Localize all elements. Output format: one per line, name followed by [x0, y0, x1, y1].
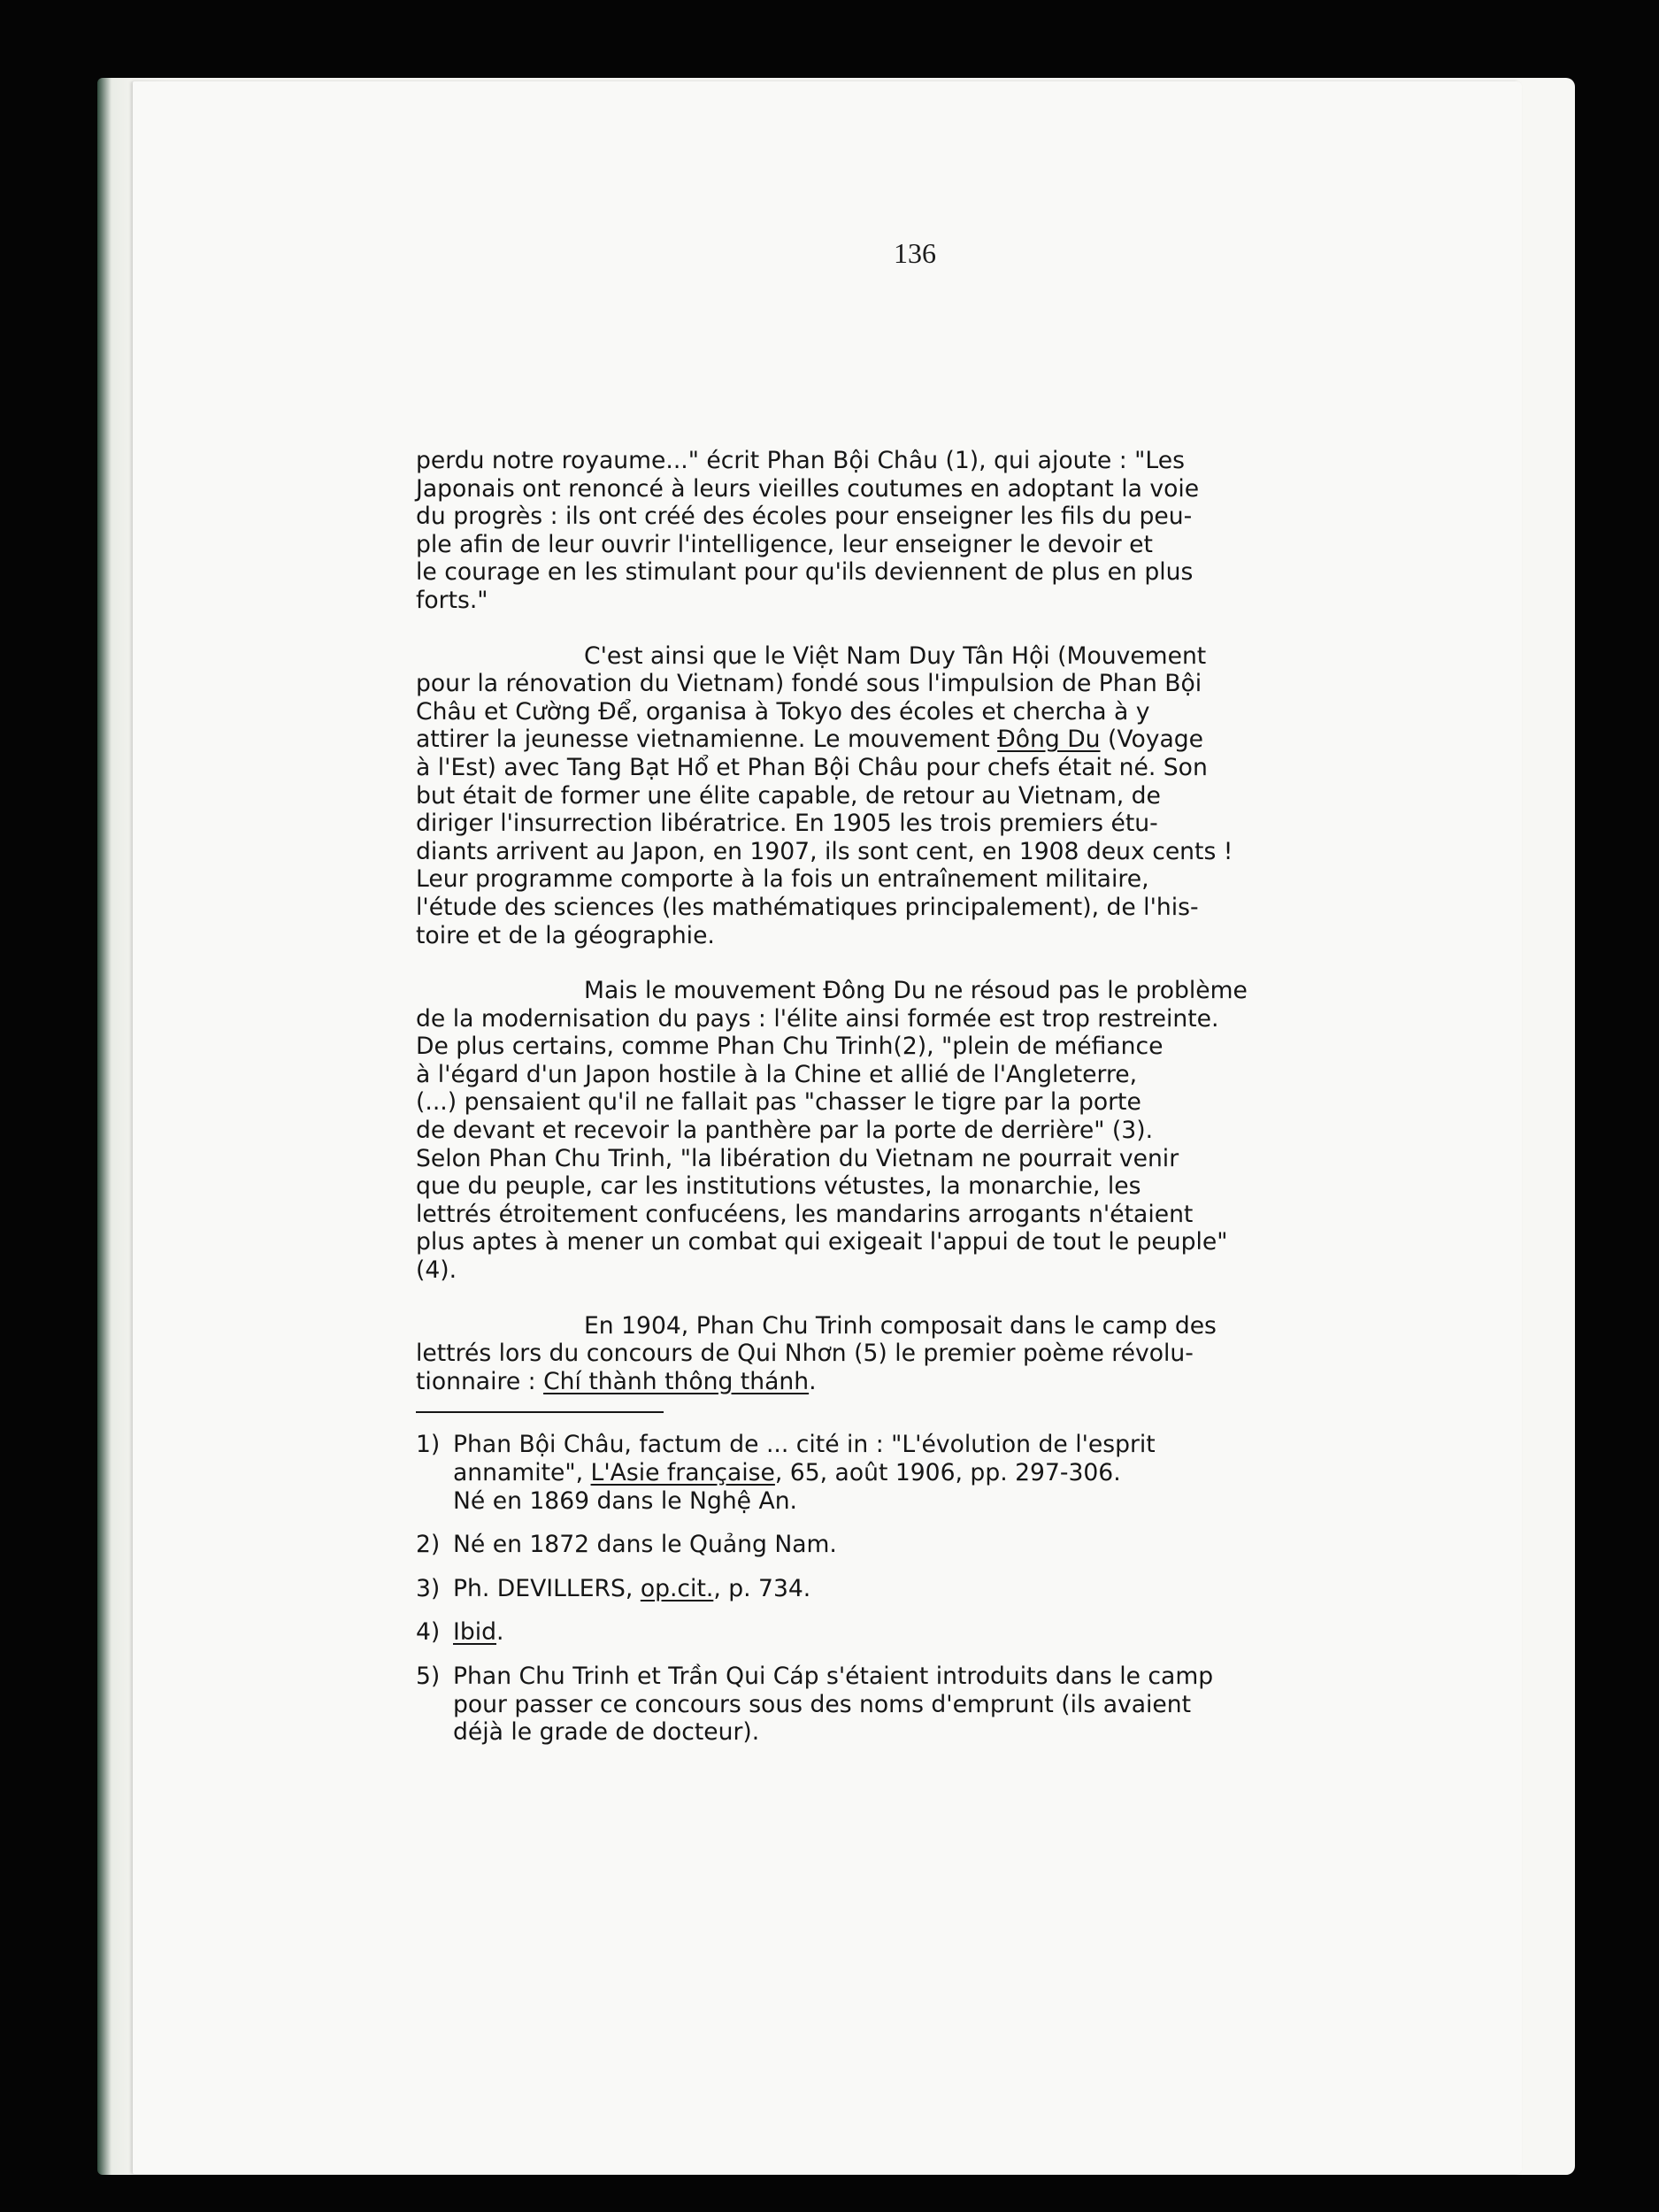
- text-line: de devant et recevoir la panthère par la porte de derrière" (3).: [416, 1117, 1154, 1145]
- paragraph-3: [416, 977, 1460, 1285]
- text-line: Leur programme comporte à la fois un entraînement militaire,: [416, 865, 1149, 894]
- text-line: que du peuple, car les institutions vétustes, la monarchie, les: [416, 1172, 1141, 1201]
- footnote-number: 5): [416, 1662, 441, 1690]
- text-line: plus aptes à mener un combat qui exigeait l'appui de tout le peuple": [416, 1228, 1228, 1256]
- text-line: de la modernisation du pays : l'élite ainsi formée est trop restreinte.: [416, 1004, 1219, 1033]
- footnote-line: annamite", L'Asie française, 65, août 1906, pp. 297-306.: [453, 1459, 1121, 1486]
- footnote-number: 3): [416, 1574, 441, 1602]
- footnote-line: Ibid.: [453, 1618, 504, 1647]
- text-line: attirer la jeunesse vietnamienne. Le mouvement Đông Du (Voyage: [416, 726, 1204, 754]
- footnote-2: [416, 1531, 1460, 1559]
- page-body: [416, 447, 1460, 1763]
- text-line: l'étude des sciences (les mathématiques principalement), de l'his-: [416, 893, 1199, 921]
- underlined-term: Đông Du: [997, 726, 1101, 754]
- text-line: forts.": [416, 586, 488, 614]
- text-line: tionnaire : Chí thành thông thánh.: [416, 1367, 817, 1395]
- text-line: Japonais ont renoncé à leurs vieilles coutumes en adoptant la voie: [416, 474, 1200, 503]
- citation-abbrev: op.cit.: [640, 1574, 714, 1602]
- footnote-4: [416, 1618, 1460, 1647]
- paragraph-1: [416, 447, 1460, 615]
- footnote-line: Ph. DEVILLERS, op.cit., p. 734.: [453, 1574, 811, 1602]
- footnote-line: déjà le grade de docteur).: [453, 1718, 760, 1747]
- footnote-line: Phan Bội Châu, factum de ... cité in : "L'évolution de l'esprit: [453, 1431, 1156, 1459]
- footnote-5: [416, 1663, 1460, 1747]
- text-line: du progrès : ils ont créé des écoles pour enseigner les fils du peu-: [416, 503, 1193, 531]
- poem-title: Chí thành thông thánh: [543, 1367, 810, 1395]
- page-number: 136: [894, 237, 936, 269]
- footnote-line: Né en 1869 dans le Nghệ An.: [453, 1486, 797, 1515]
- text-line: Châu et Cường Để, organisa à Tokyo des écoles et chercha à y: [416, 697, 1150, 726]
- text-line: De plus certains, comme Phan Chu Trinh(2), "plein de méfiance: [416, 1033, 1164, 1061]
- footnote-line: Phan Chu Trinh et Trần Qui Cáp s'étaient introduits dans le camp: [453, 1662, 1214, 1690]
- footnote-line: pour passer ce concours sous des noms d'emprunt (ils avaient: [453, 1690, 1192, 1718]
- text-line: le courage en les stimulant pour qu'ils deviennent de plus en plus: [416, 558, 1194, 587]
- footnote-separator: [416, 1411, 664, 1413]
- text-line: Mais le mouvement Đông Du ne résoud pas le problème: [584, 977, 1248, 1005]
- footnote-line: Né en 1872 dans le Quảng Nam.: [453, 1531, 837, 1559]
- text-line: but était de former une élite capable, de retour au Vietnam, de: [416, 781, 1161, 810]
- text-line: C'est ainsi que le Việt Nam Duy Tân Hội (Mouvement: [584, 641, 1207, 670]
- text-line: lettrés lors du concours de Qui Nhơn (5) le premier poème révolu-: [416, 1340, 1194, 1368]
- text-line: lettrés étroitement confucéens, les mandarins arrogants n'étaient: [416, 1200, 1194, 1228]
- citation-abbrev: Ibid: [453, 1618, 496, 1647]
- paragraph-2: [416, 642, 1460, 950]
- footnote-3: [416, 1575, 1460, 1603]
- text-line: (4).: [416, 1256, 457, 1285]
- footnote-number: 1): [416, 1431, 441, 1459]
- footnotes: [416, 1431, 1460, 1746]
- text-line: perdu notre royaume..." écrit Phan Bội Châu (1), qui ajoute : "Les: [416, 447, 1185, 474]
- footnote-number: 2): [416, 1531, 441, 1559]
- text-line: pour la rénovation du Vietnam) fondé sous l'impulsion de Phan Bội: [416, 670, 1202, 698]
- footnote-1: [416, 1431, 1460, 1515]
- journal-title: L'Asie française: [590, 1459, 775, 1486]
- paragraph-4: [416, 1312, 1460, 1396]
- text-line: à l'Est) avec Tang Bạt Hổ et Phan Bội Châu pour chefs était né. Son: [416, 753, 1208, 781]
- text-line: (...) pensaient qu'il ne fallait pas "chasser le tigre par la porte: [416, 1088, 1141, 1117]
- text-line: diants arrivent au Japon, en 1907, ils sont cent, en 1908 deux cents !: [416, 837, 1233, 865]
- text-line: à l'égard d'un Japon hostile à la Chine et allié de l'Angleterre,: [416, 1060, 1138, 1088]
- text-line: toire et de la géographie.: [416, 921, 715, 949]
- footnote-number: 4): [416, 1618, 441, 1647]
- text-line: En 1904, Phan Chu Trinh composait dans le camp des: [584, 1311, 1217, 1340]
- text-line: Selon Phan Chu Trinh, "la libération du Vietnam ne pourrait venir: [416, 1144, 1179, 1172]
- text-line: diriger l'insurrection libératrice. En 1905 les trois premiers étu-: [416, 810, 1158, 838]
- text-line: ple afin de leur ouvrir l'intelligence, leur enseigner le devoir et: [416, 530, 1153, 558]
